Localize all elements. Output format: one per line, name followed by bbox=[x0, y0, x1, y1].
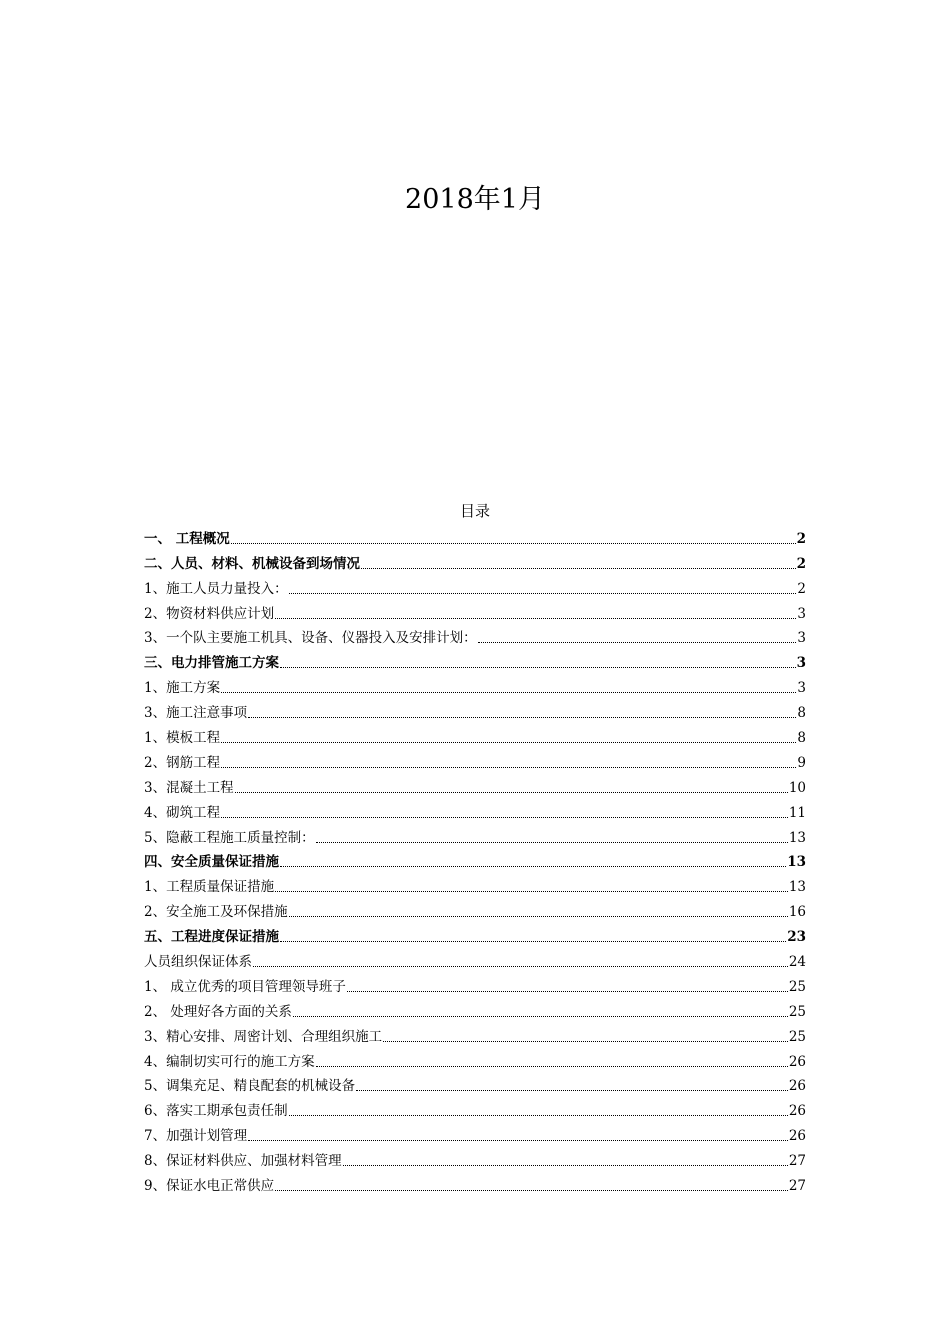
toc-list bbox=[144, 524, 806, 1196]
toc-entry-page-number: 25 bbox=[788, 1003, 806, 1020]
toc-dot-leader bbox=[231, 543, 796, 544]
toc-dot-leader bbox=[356, 1090, 788, 1091]
toc-entry-page-number: 11 bbox=[788, 804, 806, 821]
toc-entry[interactable] bbox=[144, 648, 806, 673]
toc-entry[interactable] bbox=[144, 1047, 806, 1072]
toc-dot-leader bbox=[280, 941, 786, 942]
toc-entry[interactable] bbox=[144, 1121, 806, 1146]
toc-entry-label: 五、工程进度保证措施 bbox=[144, 929, 279, 946]
toc-entry[interactable] bbox=[144, 1072, 806, 1097]
toc-dot-leader bbox=[221, 767, 796, 768]
toc-entry[interactable] bbox=[144, 773, 806, 798]
toc-dot-leader bbox=[383, 1041, 788, 1042]
toc-dot-leader bbox=[248, 1140, 788, 1141]
toc-entry-page-number: 9 bbox=[797, 754, 806, 771]
toc-dot-leader bbox=[289, 593, 797, 594]
toc-entry-label: 2、安全施工及环保措施 bbox=[144, 904, 288, 921]
toc-entry-label: 一、 工程概况 bbox=[144, 530, 230, 547]
toc-entry[interactable] bbox=[144, 823, 806, 848]
date-heading: 2018年1月 bbox=[405, 184, 545, 215]
toc-dot-leader bbox=[275, 618, 796, 619]
toc-title: 目录 bbox=[459, 502, 490, 520]
toc-entry[interactable] bbox=[144, 848, 806, 873]
toc-dot-leader bbox=[280, 667, 796, 668]
toc-dot-leader bbox=[347, 991, 788, 992]
toc-entry-label: 4、编制切实可行的施工方案 bbox=[144, 1053, 315, 1070]
toc-entry[interactable] bbox=[144, 798, 806, 823]
toc-entry-label: 二、人员、材料、机械设备到场情况 bbox=[144, 555, 360, 572]
toc-entry[interactable] bbox=[144, 947, 806, 972]
toc-dot-leader bbox=[253, 966, 788, 967]
toc-entry-page-number: 10 bbox=[788, 779, 806, 796]
toc-entry[interactable] bbox=[144, 1171, 806, 1196]
toc-entry-page-number: 3 bbox=[797, 680, 806, 697]
toc-entry-page-number: 26 bbox=[788, 1128, 806, 1145]
toc-entry[interactable] bbox=[144, 698, 806, 723]
toc-entry-page-number: 3 bbox=[797, 630, 806, 647]
toc-dot-leader bbox=[293, 1016, 788, 1017]
toc-entry-label: 1、模板工程 bbox=[144, 730, 221, 747]
toc-entry-label: 1、施工人员力量投入： bbox=[144, 580, 288, 597]
toc-entry[interactable] bbox=[144, 972, 806, 997]
toc-dot-leader bbox=[221, 817, 788, 818]
toc-entry-label: 4、砌筑工程 bbox=[144, 804, 221, 821]
toc-entry[interactable] bbox=[144, 673, 806, 698]
toc-entry-label: 2、物资材料供应计划 bbox=[144, 605, 275, 622]
toc-dot-leader bbox=[289, 1115, 788, 1116]
toc-entry-label: 1、施工方案 bbox=[144, 680, 221, 697]
toc-dot-leader bbox=[221, 692, 796, 693]
toc-entry-page-number: 2 bbox=[796, 555, 806, 572]
toc-dot-leader bbox=[316, 842, 788, 843]
toc-entry[interactable] bbox=[144, 1096, 806, 1121]
toc-entry-label: 5、隐蔽工程施工质量控制： bbox=[144, 829, 315, 846]
toc-entry[interactable] bbox=[144, 897, 806, 922]
toc-entry[interactable] bbox=[144, 574, 806, 599]
toc-entry-label: 6、落实工期承包责任制 bbox=[144, 1103, 288, 1120]
toc-dot-leader bbox=[343, 1165, 788, 1166]
toc-entry-label: 3、施工注意事项 bbox=[144, 705, 248, 722]
toc-dot-leader bbox=[478, 642, 797, 643]
toc-entry-page-number: 8 bbox=[797, 730, 806, 747]
toc-entry-label: 四、安全质量保证措施 bbox=[144, 854, 279, 871]
toc-dot-leader bbox=[248, 717, 796, 718]
table-of-contents bbox=[144, 498, 806, 1196]
toc-entry[interactable] bbox=[144, 997, 806, 1022]
toc-dot-leader bbox=[275, 891, 788, 892]
toc-entry-page-number: 13 bbox=[787, 854, 806, 871]
toc-entry-label: 7、加强计划管理 bbox=[144, 1128, 248, 1145]
toc-entry[interactable] bbox=[144, 549, 806, 574]
toc-entry-page-number: 23 bbox=[787, 929, 806, 946]
toc-dot-leader bbox=[361, 568, 796, 569]
toc-entry[interactable] bbox=[144, 922, 806, 947]
toc-entry-page-number: 27 bbox=[788, 1178, 806, 1195]
toc-entry-page-number: 3 bbox=[796, 655, 806, 672]
toc-entry-label: 3、一个队主要施工机具、设备、仪器投入及安排计划： bbox=[144, 630, 477, 647]
toc-entry-label: 1、 成立优秀的项目管理领导班子 bbox=[144, 978, 346, 995]
toc-entry[interactable] bbox=[144, 524, 806, 549]
toc-entry[interactable] bbox=[144, 624, 806, 649]
toc-entry-page-number: 24 bbox=[788, 954, 806, 971]
toc-entry-page-number: 26 bbox=[788, 1078, 806, 1095]
toc-dot-leader bbox=[235, 792, 788, 793]
toc-dot-leader bbox=[275, 1190, 788, 1191]
toc-entry[interactable] bbox=[144, 723, 806, 748]
toc-entry-page-number: 27 bbox=[788, 1153, 806, 1170]
toc-entry[interactable] bbox=[144, 599, 806, 624]
toc-entry-label: 3、精心安排、周密计划、合理组织施工 bbox=[144, 1028, 383, 1045]
toc-entry-page-number: 8 bbox=[797, 705, 806, 722]
toc-dot-leader bbox=[221, 742, 796, 743]
toc-entry-page-number: 26 bbox=[788, 1053, 806, 1070]
toc-entry-label: 三、电力排管施工方案 bbox=[144, 655, 279, 672]
toc-entry-page-number: 16 bbox=[788, 904, 806, 921]
toc-entry[interactable] bbox=[144, 1022, 806, 1047]
toc-entry-page-number: 2 bbox=[797, 580, 806, 597]
toc-entry-page-number: 26 bbox=[788, 1103, 806, 1120]
toc-dot-leader bbox=[316, 1066, 788, 1067]
toc-entry-page-number: 13 bbox=[788, 879, 806, 896]
toc-entry-label: 8、保证材料供应、加强材料管理 bbox=[144, 1153, 342, 1170]
toc-entry-label: 5、调集充足、精良配套的机械设备 bbox=[144, 1078, 356, 1095]
toc-dot-leader bbox=[280, 866, 786, 867]
toc-entry-page-number: 13 bbox=[788, 829, 806, 846]
toc-entry-label: 2、钢筋工程 bbox=[144, 754, 221, 771]
toc-entry-label: 3、混凝土工程 bbox=[144, 779, 234, 796]
toc-dot-leader bbox=[289, 916, 788, 917]
toc-entry-label: 2、 处理好各方面的关系 bbox=[144, 1003, 292, 1020]
toc-entry-label: 1、工程质量保证措施 bbox=[144, 879, 275, 896]
toc-entry-page-number: 25 bbox=[788, 1028, 806, 1045]
toc-entry-page-number: 25 bbox=[788, 978, 806, 995]
toc-entry[interactable] bbox=[144, 748, 806, 773]
toc-entry-label: 人员组织保证体系 bbox=[144, 954, 252, 971]
toc-entry[interactable] bbox=[144, 872, 806, 897]
toc-entry-page-number: 3 bbox=[797, 605, 806, 622]
toc-entry-label: 9、保证水电正常供应 bbox=[144, 1178, 275, 1195]
toc-entry-page-number: 2 bbox=[796, 530, 806, 547]
toc-entry[interactable] bbox=[144, 1146, 806, 1171]
